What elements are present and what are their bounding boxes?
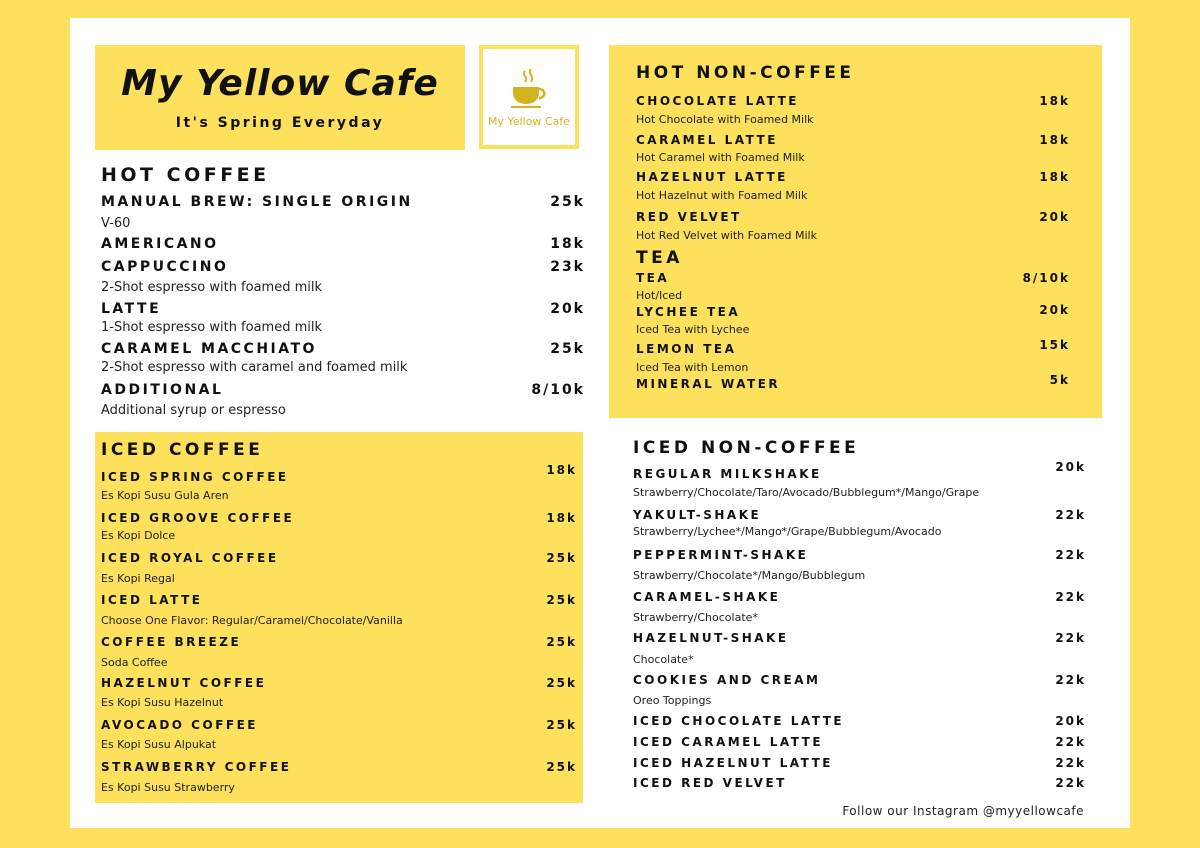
hot-non-coffee-section bbox=[609, 45, 1102, 418]
menu-item-price: 20k bbox=[550, 301, 585, 317]
menu-item-desc: V-60 bbox=[101, 216, 131, 231]
menu-item-name: STRAWBERRY COFFEE bbox=[101, 760, 292, 774]
menu-item-name: CARAMEL LATTE bbox=[636, 133, 778, 147]
menu-item-name: ICED CARAMEL LATTE bbox=[633, 735, 824, 749]
menu-item-price: 22k bbox=[1055, 735, 1086, 749]
menu-item-price: 22k bbox=[1055, 631, 1086, 645]
menu-item-price: 25k bbox=[546, 718, 577, 732]
menu-item-price: 5k bbox=[1049, 373, 1070, 387]
iced-non-coffee-title: ICED NON-COFFEE bbox=[633, 438, 860, 458]
menu-item-desc: Choose One Flavor: Regular/Caramel/Chocolate/Vanilla bbox=[101, 614, 403, 627]
menu-item-price: 20k bbox=[1055, 460, 1086, 474]
menu-item-price: 18k bbox=[1039, 94, 1070, 108]
menu-item-name: ICED LATTE bbox=[101, 593, 203, 607]
menu-item-price: 25k bbox=[546, 635, 577, 649]
menu-item-name: YAKULT-SHAKE bbox=[633, 508, 762, 522]
menu-item-desc: Es Kopi Dolce bbox=[101, 529, 176, 542]
menu-item-name: CAPPUCCINO bbox=[101, 259, 229, 275]
menu-item-name: ICED GROOVE COFFEE bbox=[101, 511, 295, 525]
menu-item-desc: Strawberry/Chocolate*/Mango/Bubblegum bbox=[633, 569, 866, 582]
logo-text: My Yellow Cafe bbox=[488, 115, 570, 128]
menu-page bbox=[70, 18, 1130, 828]
menu-item-desc: Chocolate* bbox=[633, 653, 694, 666]
iced-coffee-title: ICED COFFEE bbox=[101, 440, 264, 460]
menu-item-desc: Es Kopi Susu Alpukat bbox=[101, 738, 217, 751]
menu-item-price: 25k bbox=[546, 593, 577, 607]
menu-item-desc: Hot Caramel with Foamed Milk bbox=[636, 151, 805, 164]
menu-item-price: 25k bbox=[550, 341, 585, 357]
menu-item-price: 22k bbox=[1055, 673, 1086, 687]
menu-item-name: REGULAR MILKSHAKE bbox=[633, 467, 822, 481]
menu-item-price: 18k bbox=[546, 463, 577, 477]
menu-item-name: ICED ROYAL COFFEE bbox=[101, 551, 279, 565]
menu-item-price: 18k bbox=[1039, 170, 1070, 184]
menu-item-name: LATTE bbox=[101, 301, 162, 317]
tea-title: TEA bbox=[636, 248, 683, 268]
menu-item-name: HAZELNUT LATTE bbox=[636, 170, 788, 184]
menu-item-desc: Soda Coffee bbox=[101, 656, 168, 669]
menu-item-desc: Hot Chocolate with Foamed Milk bbox=[636, 113, 814, 126]
menu-item-name: ICED HAZELNUT LATTE bbox=[633, 756, 833, 770]
menu-item-name: ICED SPRING COFFEE bbox=[101, 470, 289, 484]
menu-item-name: COFFEE BREEZE bbox=[101, 635, 242, 649]
cafe-logo bbox=[479, 45, 579, 149]
menu-item-name: CARAMEL MACCHIATO bbox=[101, 341, 317, 357]
menu-item-price: 25k bbox=[550, 194, 585, 210]
menu-item-name: CARAMEL-SHAKE bbox=[633, 590, 781, 604]
menu-item-price: 22k bbox=[1055, 548, 1086, 562]
menu-item-name: RED VELVET bbox=[636, 210, 742, 224]
menu-item-price: 22k bbox=[1055, 776, 1086, 790]
menu-item-desc: Strawberry/Chocolate/Taro/Avocado/Bubblegum*/Mango/Grape bbox=[633, 486, 980, 499]
menu-item-desc: Strawberry/Chocolate* bbox=[633, 611, 758, 624]
menu-item-desc: Es Kopi Susu Strawberry bbox=[101, 781, 235, 794]
instagram-note: Follow our Instagram @myyellowcafe bbox=[842, 804, 1084, 818]
menu-item-price: 15k bbox=[1039, 338, 1070, 352]
menu-item-desc: 1-Shot espresso with foamed milk bbox=[101, 320, 323, 335]
menu-item-name: LEMON TEA bbox=[636, 342, 737, 356]
menu-item-desc: Additional syrup or espresso bbox=[101, 403, 286, 418]
menu-item-name: AMERICANO bbox=[101, 236, 219, 252]
menu-item-price: 20k bbox=[1055, 714, 1086, 728]
menu-item-desc: Es Kopi Susu Gula Aren bbox=[101, 489, 229, 502]
menu-item-price: 8/10k bbox=[1022, 271, 1070, 285]
menu-item-price: 22k bbox=[1055, 508, 1086, 522]
menu-item-name: TEA bbox=[636, 271, 670, 285]
menu-item-name: CHOCOLATE LATTE bbox=[636, 94, 799, 108]
menu-item-desc: Hot Hazelnut with Foamed Milk bbox=[636, 189, 808, 202]
menu-item-desc: 2-Shot espresso with caramel and foamed milk bbox=[101, 360, 408, 375]
menu-item-desc: 2-Shot espresso with foamed milk bbox=[101, 280, 323, 295]
menu-item-price: 23k bbox=[550, 259, 585, 275]
menu-item-name: MINERAL WATER bbox=[636, 377, 781, 391]
hot-coffee-title: HOT COFFEE bbox=[101, 164, 270, 186]
menu-item-desc: Hot Red Velvet with Foamed Milk bbox=[636, 229, 817, 242]
menu-item-name: COOKIES AND CREAM bbox=[633, 673, 821, 687]
cafe-name: My Yellow Cafe bbox=[121, 63, 439, 104]
menu-item-desc: Strawberry/Lychee*/Mango*/Grape/Bubblegum/Avocado bbox=[633, 525, 942, 538]
menu-item-name: ICED CHOCOLATE LATTE bbox=[633, 714, 845, 728]
menu-item-price: 20k bbox=[1039, 210, 1070, 224]
menu-item-price: 18k bbox=[550, 236, 585, 252]
menu-item-desc: Iced Tea with Lemon bbox=[636, 361, 749, 374]
menu-item-desc: Es Kopi Regal bbox=[101, 572, 175, 585]
menu-item-name: MANUAL BREW: SINGLE ORIGIN bbox=[101, 194, 413, 210]
menu-item-price: 20k bbox=[1039, 303, 1070, 317]
menu-item-desc: Es Kopi Susu Hazelnut bbox=[101, 696, 224, 709]
menu-item-name: HAZELNUT COFFEE bbox=[101, 676, 267, 690]
coffee-cup-icon bbox=[509, 67, 549, 109]
menu-item-name: ICED RED VELVET bbox=[633, 776, 787, 790]
cafe-tagline: It's Spring Everyday bbox=[175, 115, 385, 131]
menu-item-name: AVOCADO COFFEE bbox=[101, 718, 258, 732]
menu-item-price: 22k bbox=[1055, 590, 1086, 604]
menu-item-price: 22k bbox=[1055, 756, 1086, 770]
menu-item-desc: Iced Tea with Lychee bbox=[636, 323, 750, 336]
menu-item-price: 8/10k bbox=[531, 382, 585, 398]
iced-coffee-section bbox=[95, 432, 583, 803]
hot-non-coffee-title: HOT NON-COFFEE bbox=[636, 63, 855, 83]
menu-item-name: PEPPERMINT-SHAKE bbox=[633, 548, 809, 562]
menu-item-price: 25k bbox=[546, 760, 577, 774]
menu-item-name: LYCHEE TEA bbox=[636, 305, 741, 319]
menu-item-price: 18k bbox=[546, 511, 577, 525]
menu-item-price: 25k bbox=[546, 676, 577, 690]
menu-item-name: HAZELNUT-SHAKE bbox=[633, 631, 789, 645]
menu-item-price: 25k bbox=[546, 551, 577, 565]
menu-item-desc: Oreo Toppings bbox=[633, 694, 712, 707]
menu-item-price: 18k bbox=[1039, 133, 1070, 147]
menu-item-name: ADDITIONAL bbox=[101, 382, 224, 398]
menu-item-desc: Hot/Iced bbox=[636, 289, 683, 302]
brand-banner bbox=[95, 45, 465, 150]
